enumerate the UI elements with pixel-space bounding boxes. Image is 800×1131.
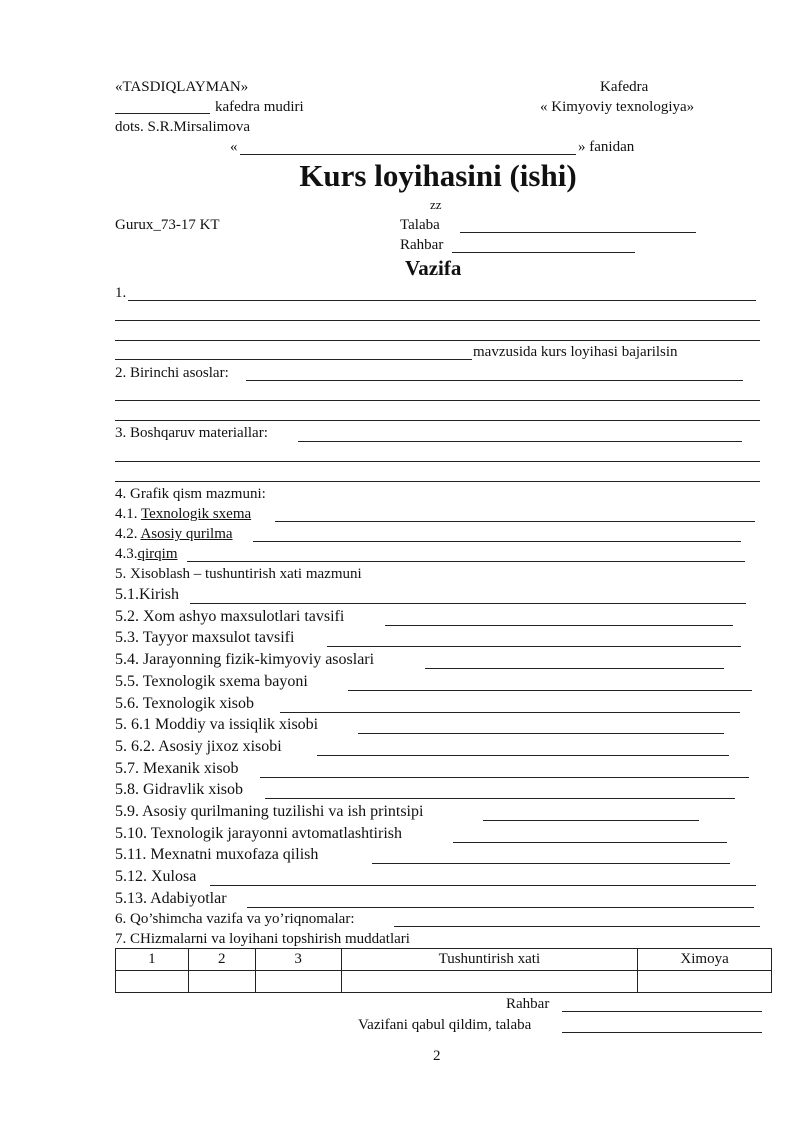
item5-entry: 5.11. Mexnatni muxofaza qilish xyxy=(115,846,319,863)
item5-entry: 5. 6.1 Moddiy va issiqlik xisobi xyxy=(115,716,319,733)
footer-accepted-blank xyxy=(562,1032,762,1033)
item5-entry-blank xyxy=(265,798,735,799)
table-header-row xyxy=(116,949,772,971)
item6-blank xyxy=(394,926,760,927)
item4-1-blank xyxy=(275,521,755,522)
item5-entry-blank xyxy=(247,907,754,908)
item4-3-number: 4.3. xyxy=(115,546,138,562)
item5-entry-blank xyxy=(372,863,730,864)
head-signature-line xyxy=(115,113,210,114)
item5-entry: 5.4. Jarayonning fizik-kimyoviy asoslari xyxy=(115,651,375,668)
section-heading-vazifa: Vazifa xyxy=(405,256,462,280)
subject-blank xyxy=(240,154,576,155)
supervisor-label: Rahbar xyxy=(400,237,444,253)
item5-entry-blank xyxy=(358,733,724,734)
item3-label: 3. Boshqaruv materiallar: xyxy=(115,425,268,441)
item5-entry: 5.13. Adabiyotlar xyxy=(115,890,227,907)
item5-entry: 5.8. Gidravlik xisob xyxy=(115,781,243,798)
item1-blank-3 xyxy=(115,340,760,341)
item4-2-text: Asosiy qurilma xyxy=(140,526,233,542)
item4-1-number: 4.1. xyxy=(115,506,141,522)
table-header-cell: Tushuntirish xati xyxy=(341,949,638,971)
item5-entry: 5.1.Kirish xyxy=(115,586,179,603)
item6-label: 6. Qo’shimcha vazifa va yo’riqnomalar: xyxy=(115,911,355,927)
student-blank xyxy=(460,232,696,233)
item1-blank-1 xyxy=(128,300,756,301)
item5-entry-blank xyxy=(190,603,746,604)
item5-entry-blank xyxy=(348,690,752,691)
item2-blank-3 xyxy=(115,420,760,421)
item1-blank-2 xyxy=(115,320,760,321)
table-cell xyxy=(341,971,638,993)
kafedra-label: Kafedra xyxy=(600,79,649,95)
item4-1-text: Texnologik sxema xyxy=(140,506,252,522)
table-header-cell: Ximoya xyxy=(638,949,772,971)
item4-3-blank xyxy=(187,561,745,562)
head-name: dots. S.R.Mirsalimova xyxy=(115,119,251,135)
item5-entry: 5.5. Texnologik sxema bayoni xyxy=(115,673,308,690)
item1-number: 1. xyxy=(115,285,127,301)
page-number: 2 xyxy=(433,1048,441,1064)
item4-2 xyxy=(115,527,233,542)
item5-entry-blank xyxy=(317,755,729,756)
item2-blank-2 xyxy=(115,400,760,401)
item5-entry: 5.7. Mexanik xisob xyxy=(115,760,239,777)
item5-entry-blank xyxy=(453,842,727,843)
item5-entry-blank xyxy=(210,885,756,886)
table-header-cell: 1 xyxy=(116,949,189,971)
item4-1 xyxy=(115,507,251,522)
deadline-table xyxy=(115,948,772,993)
item5-entry-blank xyxy=(327,646,741,647)
item5-entry-blank xyxy=(385,625,733,626)
item3-blank-1 xyxy=(298,441,742,442)
subject-open-quote: « xyxy=(230,139,238,155)
page-title: Kurs loyihasini (ishi) xyxy=(299,158,577,193)
item4-3-text: qirqim xyxy=(137,546,178,562)
item5-entry-blank xyxy=(425,668,724,669)
item1-topic-suffix: mavzusida kurs loyihasi bajarilsin xyxy=(473,344,678,360)
item3-blank-3 xyxy=(115,481,760,482)
table-row xyxy=(116,971,772,993)
item1-blank-4 xyxy=(115,359,472,360)
item5-entry-blank xyxy=(280,712,740,713)
item2-blank-1 xyxy=(246,380,743,381)
table-cell xyxy=(188,971,255,993)
footer-supervisor-label: Rahbar xyxy=(506,996,550,1012)
item5-entry-blank xyxy=(260,777,749,778)
table-header-cell: 3 xyxy=(255,949,341,971)
item5-entry: 5.6. Texnologik xisob xyxy=(115,695,255,712)
head-title: kafedra mudiri xyxy=(215,99,304,115)
item2-label: 2. Birinchi asoslar: xyxy=(115,365,229,381)
item5-entry: 5. 6.2. Asosiy jixoz xisobi xyxy=(115,738,282,755)
item5-heading: 5. Xisoblash – tushuntirish xati mazmuni xyxy=(115,566,362,582)
table-cell xyxy=(116,971,189,993)
footer-accepted-label: Vazifani qabul qildim, talaba xyxy=(358,1017,532,1033)
item4-3 xyxy=(115,547,178,562)
item5-entry: 5.12. Xulosa xyxy=(115,868,197,885)
item3-blank-2 xyxy=(115,461,760,462)
approval-label: «TASDIQLAYMAN» xyxy=(115,79,249,95)
item7-label: 7. CHizmalarni va loyihani topshirish muddatlari xyxy=(115,931,410,947)
item4-2-number: 4.2. xyxy=(115,526,141,542)
table-cell xyxy=(255,971,341,993)
item5-entry: 5.3. Tayyor maxsulot tavsifi xyxy=(115,629,295,646)
item5-entry-blank xyxy=(483,820,699,821)
item4-2-blank xyxy=(253,541,741,542)
footer-supervisor-blank xyxy=(562,1011,762,1012)
group-label: Gurux_73-17 KT xyxy=(115,217,220,233)
zz-mark: zz xyxy=(430,197,442,212)
item5-entry: 5.9. Asosiy qurilmaning tuzilishi va ish printsipi xyxy=(115,803,424,820)
supervisor-blank xyxy=(452,252,635,253)
kafedra-name: « Kimyoviy texnologiya» xyxy=(540,99,695,115)
subject-close: » fanidan xyxy=(578,139,635,155)
item5-entry: 5.2. Xom ashyo maxsulotlari tavsifi xyxy=(115,608,345,625)
item5-entry: 5.10. Texnologik jarayonni avtomatlashtirish xyxy=(115,825,402,842)
table-cell xyxy=(638,971,772,993)
item4-heading: 4. Grafik qism mazmuni: xyxy=(115,486,266,502)
student-label: Talaba xyxy=(400,217,440,233)
table-header-cell: 2 xyxy=(188,949,255,971)
